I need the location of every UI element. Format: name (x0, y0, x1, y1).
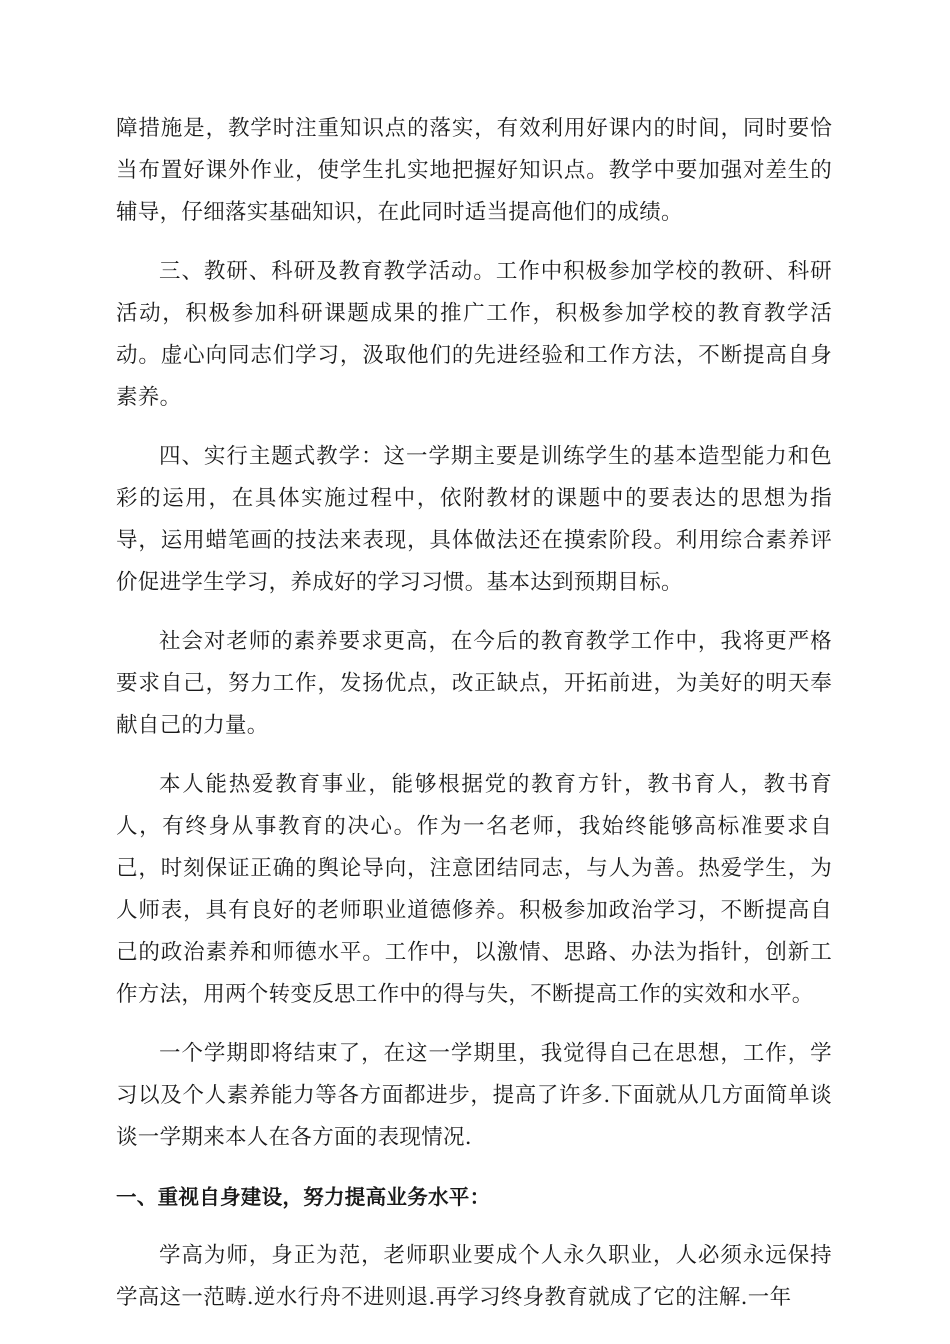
paragraph-4: 社会对老师的素养要求更高，在今后的教育教学工作中，我将更严格要求自己，努力工作，发扬优点，改正缺点，开拓前进，为美好的明天奉献自己的力量。 (116, 629, 832, 738)
paragraph-5: 本人能热爱教育事业，能够根据党的教育方针，教书育人，教书育人，有终身从事教育的决心。作为一名老师，我始终能够高标准要求自己，时刻保证正确的舆论导向，注意团结同志，与人为善。热爱学生，为人师表，具有良好的老师职业道德修养。积极参加政治学习，不断提高自己的政治素养和师德水平。工作中，以激情、思路、办法为指针，创新工作方法，用两个转变反思工作中的得与失，不断提高工作的实效和水平。 (116, 772, 832, 1007)
paragraph-7: 学高为师，身正为范，老师职业要成个人永久职业，人必须永远保持学高这一范畴.逆水行舟不进则退.再学习终身教育就成了它的注解.一年 (116, 1243, 832, 1310)
paragraph-2: 三、教研、科研及教育教学活动。工作中积极参加学校的教研、科研活动，积极参加科研课题成果的推广工作，积极参加学校的教育教学活动。虚心向同志们学习，汲取他们的先进经验和工作方法，不断提高自身素养。 (116, 259, 832, 410)
paragraph-1: 障措施是，教学时注重知识点的落实，有效利用好课内的时间，同时要恰当布置好课外作业，使学生扎实地把握好知识点。教学中要加强对差生的辅导，仔细落实基础知识，在此同时适当提高他们的成绩。 (116, 116, 832, 225)
paragraph-3: 四、实行主题式教学：这一学期主要是训练学生的基本造型能力和色彩的运用，在具体实施过程中，依附教材的课题中的要表达的思想为指导，运用蜡笔画的技法来表现，具体做法还在摸索阶段。利用综合素养评价促进学生学习，养成好的学习习惯。基本达到预期目标。 (116, 444, 832, 595)
section-heading: 一、重视自身建设，努力提高业务水平： (116, 1185, 491, 1209)
document-body (116, 108, 832, 1336)
paragraph-6: 一个学期即将结束了，在这一学期里，我觉得自己在思想，工作，学习以及个人素养能力等各方面都进步，提高了许多.下面就从几方面简单谈谈一学期来本人在各方面的表现情况. (116, 1041, 832, 1150)
